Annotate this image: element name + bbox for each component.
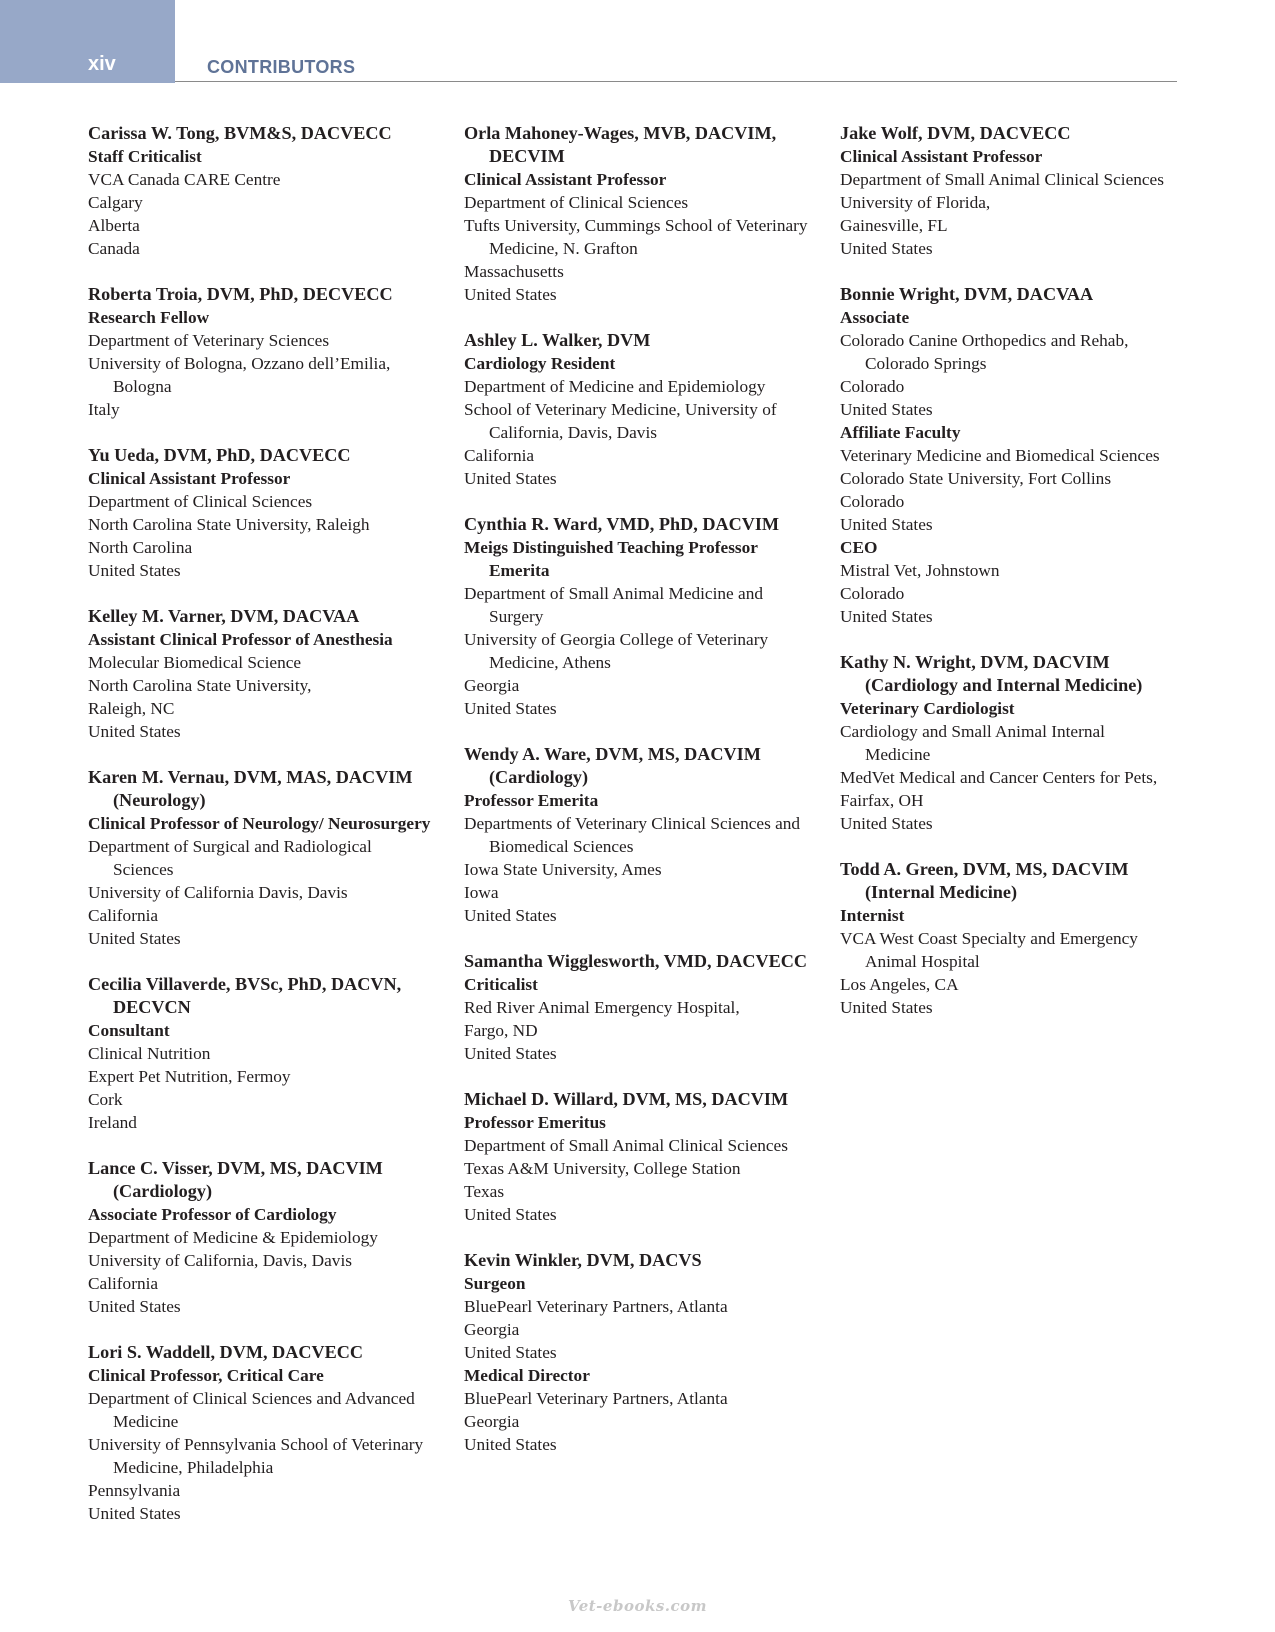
contributor-entry: [88, 444, 433, 582]
contributor-affiliation: North Carolina: [88, 538, 193, 557]
contributor-affiliation: Ireland: [88, 1113, 137, 1132]
contributor-name: Carissa W. Tong, BVM&S, DACVECC: [88, 123, 392, 143]
contributors-column-1: [88, 122, 433, 1548]
contributor-affiliation: Department of Veterinary Sciences: [88, 331, 330, 350]
contributor-affiliation: Texas A&M University, College Station: [464, 1159, 741, 1178]
contributor-affiliation: Fairfax, OH: [840, 791, 924, 810]
contributor-entry: [88, 122, 433, 260]
contributor-affiliation: Veterinary Medicine and Biomedical Sciences: [840, 446, 1160, 465]
contributor-name: Cynthia R. Ward, VMD, PhD, DACVIM: [464, 514, 780, 534]
contributor-name: Wendy A. Ware, DVM, MS, DACVIM (Cardiology): [464, 744, 761, 787]
contributor-title: Associate Professor of Cardiology: [88, 1205, 337, 1224]
contributor-name: Kelley M. Varner, DVM, DACVAA: [88, 606, 360, 626]
contributor-name: Cecilia Villaverde, BVSc, PhD, DACVN, DECVCN: [88, 974, 402, 1017]
contributor-affiliation: VCA Canada CARE Centre: [88, 170, 281, 189]
contributor-affiliation: University of Florida,: [840, 193, 991, 212]
contributor-title: Professor Emeritus: [464, 1113, 606, 1132]
contributor-affiliation: University of California, Davis, Davis: [88, 1251, 352, 1270]
contributor-affiliation: University of California Davis, Davis: [88, 883, 348, 902]
contributor-affiliation: Departments of Veterinary Clinical Sciences and Biomedical Sciences: [464, 814, 801, 856]
contributor-affiliation: United States: [840, 814, 933, 833]
contributor-affiliation: United States: [464, 285, 557, 304]
section-title: CONTRIBUTORS: [207, 57, 356, 77]
contributor-affiliation: United States: [840, 515, 933, 534]
contributor-entry: [840, 858, 1170, 1019]
contributor-title: CEO: [840, 538, 878, 557]
contributor-title: Associate: [840, 308, 910, 327]
contributor-name: Michael D. Willard, DVM, MS, DACVIM: [464, 1089, 789, 1109]
contributor-entry: [464, 329, 809, 490]
contributor-affiliation: Georgia: [464, 1412, 520, 1431]
contributor-entry: [840, 651, 1170, 835]
contributor-entry: [464, 513, 809, 720]
contributor-name: Lori S. Waddell, DVM, DACVECC: [88, 1342, 364, 1362]
contributor-name: Ashley L. Walker, DVM: [464, 330, 651, 350]
contributor-affiliation: Colorado: [840, 492, 905, 511]
contributor-affiliation: MedVet Medical and Cancer Centers for Pets,: [840, 768, 1158, 787]
contributor-affiliation: United States: [464, 469, 557, 488]
watermark-logo: Vet-ebooks.com: [567, 1597, 708, 1615]
contributor-affiliation: Cork: [88, 1090, 123, 1109]
contributor-title: Clinical Assistant Professor: [840, 147, 1043, 166]
contributor-name: Kathy N. Wright, DVM, DACVIM (Cardiology and Internal Medicine): [840, 652, 1143, 695]
contributor-title: Staff Criticalist: [88, 147, 202, 166]
contributor-affiliation: Mistral Vet, Johnstown: [840, 561, 1000, 580]
contributor-affiliation: Expert Pet Nutrition, Fermoy: [88, 1067, 291, 1086]
contributor-title: Medical Director: [464, 1366, 590, 1385]
contributor-affiliation: Colorado: [840, 377, 905, 396]
contributor-affiliation: BluePearl Veterinary Partners, Atlanta: [464, 1297, 728, 1316]
contributor-affiliation: North Carolina State University,: [88, 676, 312, 695]
contributor-title: Professor Emerita: [464, 791, 599, 810]
contributor-name: Bonnie Wright, DVM, DACVAA: [840, 284, 1094, 304]
contributor-affiliation: Georgia: [464, 676, 520, 695]
contributor-title: Clinical Assistant Professor: [464, 170, 667, 189]
contributor-title: Clinical Professor, Critical Care: [88, 1366, 324, 1385]
header-divider: [175, 81, 1177, 82]
contributor-affiliation: California: [464, 446, 535, 465]
contributor-name: Kevin Winkler, DVM, DACVS: [464, 1250, 702, 1270]
contributor-affiliation: United States: [88, 722, 181, 741]
contributor-affiliation: Colorado State University, Fort Collins: [840, 469, 1112, 488]
contributor-entry: [840, 122, 1170, 260]
contributor-affiliation: United States: [88, 561, 181, 580]
contributor-affiliation: United States: [464, 906, 557, 925]
contributor-affiliation: Department of Small Animal Clinical Sciences: [840, 170, 1164, 189]
contributor-affiliation: Department of Small Animal Clinical Sciences: [464, 1136, 788, 1155]
contributor-entry: [464, 950, 809, 1065]
contributor-affiliation: Colorado: [840, 584, 905, 603]
contributor-affiliation: VCA West Coast Specialty and Emergency Animal Hospital: [840, 929, 1138, 971]
contributor-affiliation: Department of Medicine and Epidemiology: [464, 377, 766, 396]
contributor-affiliation: Calgary: [88, 193, 143, 212]
contributor-affiliation: United States: [464, 699, 557, 718]
contributor-entry: [464, 1249, 809, 1456]
contributor-affiliation: Los Angeles, CA: [840, 975, 959, 994]
contributor-name: Samantha Wigglesworth, VMD, DACVECC: [464, 951, 808, 971]
contributor-affiliation: Alberta: [88, 216, 140, 235]
contributor-name: Orla Mahoney-Wages, MVB, DACVIM, DECVIM: [464, 123, 777, 166]
contributor-title: Veterinary Cardiologist: [840, 699, 1015, 718]
contributor-affiliation: Gainesville, FL: [840, 216, 948, 235]
contributor-affiliation: United States: [464, 1343, 557, 1362]
contributor-title: Surgeon: [464, 1274, 526, 1293]
contributor-name: Yu Ueda, DVM, PhD, DACVECC: [88, 445, 351, 465]
contributor-affiliation: Italy: [88, 400, 120, 419]
contributor-name: Todd A. Green, DVM, MS, DACVIM (Internal Medicine): [840, 859, 1129, 902]
contributor-name: Roberta Troia, DVM, PhD, DECVECC: [88, 284, 393, 304]
contributor-entry: [88, 283, 433, 421]
contributors-column-3: [840, 122, 1170, 1042]
page-number: xiv: [88, 53, 116, 75]
contributors-column-2: [464, 122, 809, 1479]
contributor-affiliation: United States: [840, 998, 933, 1017]
contributor-affiliation: Department of Clinical Sciences and Advanced Medicine: [88, 1389, 415, 1431]
contributor-affiliation: Department of Surgical and Radiological Sciences: [88, 837, 372, 879]
contributor-name: Karen M. Vernau, DVM, MAS, DACVIM (Neurology): [88, 767, 413, 810]
contributor-affiliation: Tufts University, Cummings School of Veterinary Medicine, N. Grafton: [464, 216, 808, 258]
contributor-affiliation: Georgia: [464, 1320, 520, 1339]
contributor-affiliation: Massachusetts: [464, 262, 564, 281]
contributor-affiliation: United States: [840, 400, 933, 419]
contributor-affiliation: United States: [840, 607, 933, 626]
contributor-affiliation: United States: [464, 1044, 557, 1063]
contributor-entry: [464, 743, 809, 927]
contributor-affiliation: Raleigh, NC: [88, 699, 175, 718]
contributor-entry: [88, 973, 433, 1134]
contributor-title: Clinical Assistant Professor: [88, 469, 291, 488]
contributor-title: Internist: [840, 906, 905, 925]
contributor-title: Assistant Clinical Professor of Anesthesia: [88, 630, 393, 649]
contributor-affiliation: Iowa State University, Ames: [464, 860, 662, 879]
contributor-entry: [88, 1157, 433, 1318]
contributor-name: Lance C. Visser, DVM, MS, DACVIM (Cardiology): [88, 1158, 383, 1201]
contributor-affiliation: Pennsylvania: [88, 1481, 181, 1500]
contributor-affiliation: Department of Clinical Sciences: [88, 492, 313, 511]
contributor-title: Research Fellow: [88, 308, 210, 327]
contributor-title: Affiliate Faculty: [840, 423, 961, 442]
contributor-title: Consultant: [88, 1021, 170, 1040]
contributor-affiliation: University of Georgia College of Veterinary Medicine, Athens: [464, 630, 769, 672]
contributor-affiliation: Colorado Canine Orthopedics and Rehab, Colorado Springs: [840, 331, 1129, 373]
contributor-affiliation: Iowa: [464, 883, 499, 902]
contributor-entry: [88, 766, 433, 950]
contributor-affiliation: United States: [88, 929, 181, 948]
contributor-affiliation: Department of Small Animal Medicine and Surgery: [464, 584, 763, 626]
contributor-affiliation: United States: [88, 1297, 181, 1316]
contributor-entry: [464, 122, 809, 306]
contributor-title: Criticalist: [464, 975, 538, 994]
contributor-entry: [88, 1341, 433, 1525]
contributor-affiliation: United States: [464, 1205, 557, 1224]
contributor-affiliation: Canada: [88, 239, 140, 258]
contributor-entry: [464, 1088, 809, 1226]
contributor-affiliation: California: [88, 906, 159, 925]
contributor-affiliation: Texas: [464, 1182, 505, 1201]
contributor-affiliation: Cardiology and Small Animal Internal Medicine: [840, 722, 1105, 764]
contributor-affiliation: University of Pennsylvania School of Veterinary Medicine, Philadelphia: [88, 1435, 424, 1477]
contributor-title: Clinical Professor of Neurology/ Neurosurgery: [88, 814, 431, 833]
contributor-entry: [840, 283, 1170, 628]
contributor-affiliation: Department of Medicine & Epidemiology: [88, 1228, 378, 1247]
contributor-affiliation: University of Bologna, Ozzano dell’Emilia, Bologna: [88, 354, 391, 396]
contributor-affiliation: United States: [840, 239, 933, 258]
contributor-title: Cardiology Resident: [464, 354, 616, 373]
contributor-affiliation: Molecular Biomedical Science: [88, 653, 302, 672]
contributor-affiliation: BluePearl Veterinary Partners, Atlanta: [464, 1389, 728, 1408]
contributor-affiliation: Clinical Nutrition: [88, 1044, 211, 1063]
contributor-affiliation: School of Veterinary Medicine, University of California, Davis, Davis: [464, 400, 777, 442]
contributor-name: Jake Wolf, DVM, DACVECC: [840, 123, 1071, 143]
contributor-affiliation: California: [88, 1274, 159, 1293]
contributor-entry: [88, 605, 433, 743]
contributor-affiliation: United States: [464, 1435, 557, 1454]
contributor-affiliation: United States: [88, 1504, 181, 1523]
contributor-title: Meigs Distinguished Teaching Professor Emerita: [464, 538, 758, 580]
contributor-affiliation: Fargo, ND: [464, 1021, 538, 1040]
contributor-affiliation: Red River Animal Emergency Hospital,: [464, 998, 740, 1017]
contributor-affiliation: North Carolina State University, Raleigh: [88, 515, 370, 534]
contributor-affiliation: Department of Clinical Sciences: [464, 193, 689, 212]
